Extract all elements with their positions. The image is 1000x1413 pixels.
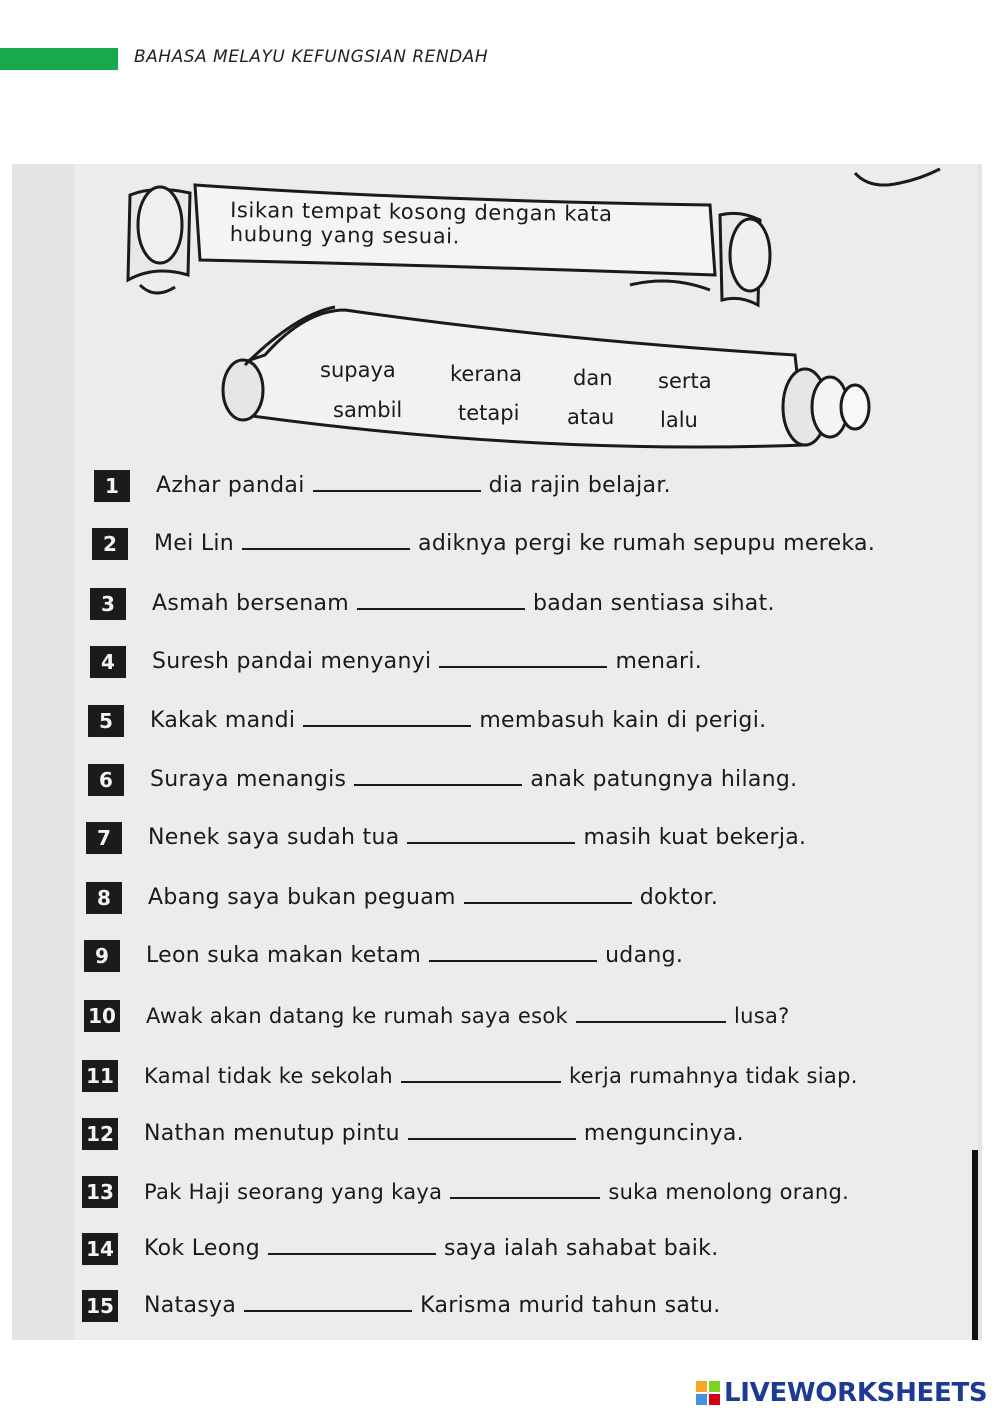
question-text-after: suka menolong orang. — [608, 1180, 850, 1204]
word-bank-dan: dan — [573, 366, 613, 390]
question-number: 4 — [90, 646, 126, 678]
question-number: 13 — [82, 1176, 118, 1208]
answer-blank[interactable] — [268, 1233, 436, 1255]
question-number: 15 — [82, 1290, 118, 1322]
instruction-line-2: hubung yang sesuai. — [229, 221, 461, 249]
answer-blank[interactable] — [464, 882, 632, 904]
answer-blank[interactable] — [313, 470, 481, 492]
question-text-before: Kok Leong — [144, 1236, 260, 1261]
question-text-after: Karisma murid tahun satu. — [420, 1293, 721, 1318]
question-text-before: Nenek saya sudah tua — [148, 825, 400, 850]
question-text-after: doktor. — [639, 885, 719, 910]
answer-blank[interactable] — [354, 764, 522, 786]
answer-blank[interactable] — [303, 705, 471, 727]
question-text-after: menguncinya. — [583, 1121, 744, 1146]
answer-blank[interactable] — [429, 940, 597, 962]
question-text-before: Pak Haji seorang yang kaya — [144, 1180, 443, 1204]
corner-doodle — [850, 165, 950, 195]
question-text-before: Leon suka makan ketam — [146, 943, 422, 968]
question-number: 9 — [84, 940, 120, 972]
answer-blank[interactable] — [450, 1177, 600, 1199]
word-bank-scroll-illustration — [205, 295, 895, 470]
liveworksheets-logo-icon — [696, 1381, 720, 1405]
instruction-text — [230, 198, 613, 250]
question-text-after: badan sentiasa sihat. — [532, 591, 775, 616]
question-text-before: Suraya menangis — [150, 767, 347, 792]
question-number: 12 — [82, 1118, 118, 1150]
question-number: 10 — [84, 1000, 120, 1032]
question-number: 2 — [92, 528, 128, 560]
question-text-after: anak patungnya hilang. — [530, 767, 798, 792]
answer-blank[interactable] — [401, 1061, 561, 1083]
question-text-before: Kakak mandi — [150, 708, 296, 733]
question-text-before: Asmah bersenam — [152, 591, 349, 616]
question-number: 1 — [94, 470, 130, 502]
word-bank-lalu: lalu — [660, 408, 698, 432]
question-text-before: Kamal tidak ke sekolah — [144, 1064, 393, 1088]
answer-blank[interactable] — [244, 1290, 412, 1312]
question-text-after: lusa? — [733, 1004, 790, 1028]
header-title: BAHASA MELAYU KEFUNGSIAN RENDAH — [134, 47, 489, 67]
question-number: 3 — [90, 588, 126, 620]
question-text-after: adiknya pergi ke rumah sepupu mereka. — [418, 531, 876, 556]
question-text-before: Natasya — [144, 1293, 237, 1318]
question-text-before: Azhar pandai — [156, 473, 305, 498]
answer-blank[interactable] — [407, 822, 575, 844]
header-accent-bar — [0, 48, 118, 70]
question-text-before: Awak akan datang ke rumah saya esok — [146, 1004, 568, 1028]
word-bank-serta: serta — [658, 369, 712, 393]
question-text-before: Abang saya bukan peguam — [148, 885, 456, 910]
word-bank-kerana: kerana — [450, 362, 523, 386]
question-text-before: Nathan menutup pintu — [144, 1121, 400, 1146]
answer-blank[interactable] — [357, 588, 525, 610]
question-number: 14 — [82, 1233, 118, 1265]
question-text-after: membasuh kain di perigi. — [479, 708, 767, 733]
instruction-line-1: Isikan tempat kosong dengan kata — [230, 197, 613, 227]
word-bank-atau: atau — [567, 405, 615, 429]
question-number: 11 — [82, 1060, 118, 1092]
question-text-before: Suresh pandai menyanyi — [152, 649, 432, 674]
answer-blank[interactable] — [408, 1118, 576, 1140]
question-text-after: masih kuat bekerja. — [583, 825, 807, 850]
answer-blank[interactable] — [576, 1001, 726, 1023]
question-number: 6 — [88, 764, 124, 796]
question-number: 7 — [86, 822, 122, 854]
answer-blank[interactable] — [439, 646, 607, 668]
question-text-after: saya ialah sahabat baik. — [444, 1236, 719, 1261]
page-edge-line — [972, 1150, 978, 1340]
word-bank-sambil: sambil — [333, 398, 403, 422]
answer-blank[interactable] — [242, 528, 410, 550]
word-bank-supaya: supaya — [320, 358, 396, 382]
word-bank-tetapi: tetapi — [458, 401, 520, 425]
question-text-after: dia rajin belajar. — [488, 473, 671, 498]
question-text-after: kerja rumahnya tidak siap. — [568, 1064, 858, 1088]
question-text-after: udang. — [605, 943, 684, 968]
question-number: 5 — [88, 705, 124, 737]
liveworksheets-logo-text: LIVEWORKSHEETS — [724, 1378, 988, 1408]
question-text-before: Mei Lin — [154, 531, 235, 556]
question-text-after: menari. — [615, 649, 703, 674]
question-number: 8 — [86, 882, 122, 914]
